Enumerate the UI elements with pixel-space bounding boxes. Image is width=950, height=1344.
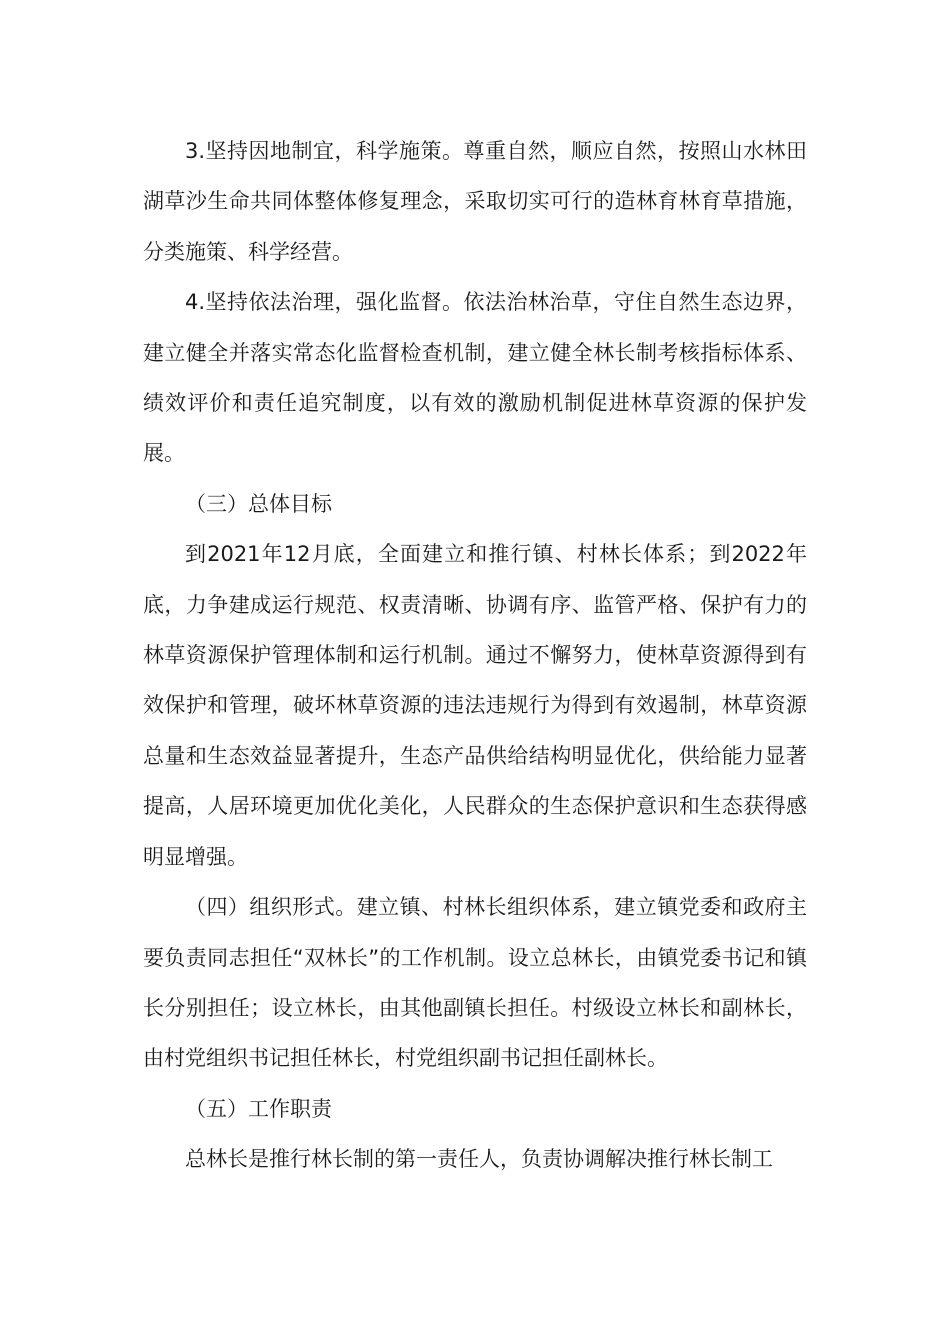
paragraph-organization-form: （四）组织形式。建立镇、村林长组织体系，建立镇党委和政府主要负责同志担任“双林长”的工作机制。设立总林长，由镇党委书记和镇长分别担任；设立林长，由其他副镇长担任。村级设立林长和副林长，由村党组织书记担任林长，村党组织副书记担任副林长。: [143, 895, 807, 1071]
paragraph-principle-4: 4.坚持依法治理，强化监督。依法治林治草，守住自然生态边界，建立健全并落实常态化监督检查机制，建立健全林长制考核指标体系、绩效评价和责任追究制度，以有效的激励机制促进林草资源的保护发展。: [143, 290, 807, 466]
document-body: [143, 126, 807, 1185]
paragraph-overall-goal: 到2021年12月底，全面建立和推行镇、村林长体系；到2022年底，力争建成运行规范、权责清晰、协调有序、监管严格、保护有力的林草资源保护管理体制和运行机制。通过不懈努力，使林草资源得到有效保护和管理，破坏林草资源的违法违规行为得到有效遏制，林草资源总量和生态效益显著提升，生态产品供给结构明显优化，供给能力显著提高，人居环境更加优化美化，人民群众的生态保护意识和生态获得感明显增强。: [143, 542, 807, 869]
paragraph-principle-3: 3.坚持因地制宜，科学施策。尊重自然，顺应自然，按照山水林田湖草沙生命共同体整体修复理念，采取切实可行的造林育林育草措施，分类施策、科学经营。: [143, 139, 807, 264]
section-heading-overall-goal: （三）总体目标: [185, 491, 332, 516]
section-heading-duties: （五）工作职责: [185, 1096, 332, 1121]
paragraph-duties: 总林长是推行林长制的第一责任人，负责协调解决推行林长制工: [185, 1147, 773, 1172]
